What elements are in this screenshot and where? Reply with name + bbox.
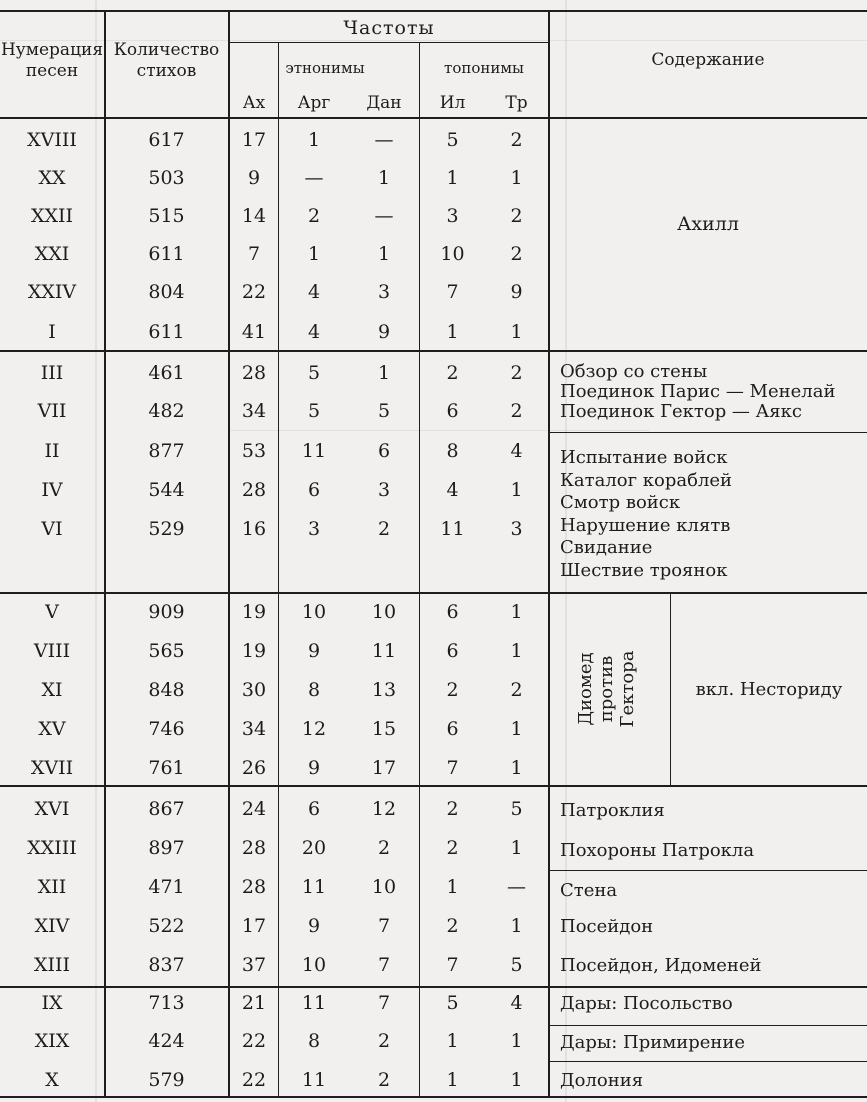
freq-dan-cell: — bbox=[374, 205, 394, 227]
freq-il-cell: 4 bbox=[446, 479, 459, 501]
freq-arg-cell: 9 bbox=[307, 757, 321, 779]
song-number-cell: XXIII bbox=[27, 837, 77, 859]
freq-il-cell: 5 bbox=[446, 992, 459, 1014]
col-rule-4 bbox=[419, 43, 420, 1098]
freq-ah-cell: 22 bbox=[241, 281, 267, 303]
freq-il-cell: 8 bbox=[446, 440, 459, 462]
freq-dan-cell: 7 bbox=[377, 992, 391, 1014]
freq-ah-cell: 14 bbox=[241, 205, 267, 227]
header-toponyms: топонимы bbox=[444, 59, 524, 77]
freq-tr-cell: 5 bbox=[510, 798, 523, 820]
freq-tr-cell: 1 bbox=[510, 915, 523, 937]
freq-il-cell: 6 bbox=[446, 601, 459, 623]
freq-dan-cell: 11 bbox=[371, 640, 397, 662]
freq-ah-cell: 53 bbox=[241, 440, 267, 462]
freq-tr-cell: 2 bbox=[510, 205, 523, 227]
freq-dan-cell: 1 bbox=[377, 243, 391, 265]
verse-count-cell: 611 bbox=[148, 321, 185, 343]
verse-count-cell: 761 bbox=[148, 757, 185, 779]
freq-dan-cell: 15 bbox=[371, 718, 397, 740]
content-achilles: Ахилл bbox=[677, 213, 739, 235]
verse-count-cell: 617 bbox=[148, 129, 185, 151]
content-rule-1 bbox=[549, 432, 867, 433]
freq-ah-cell: 30 bbox=[241, 679, 267, 701]
freq-il-cell: 7 bbox=[446, 954, 459, 976]
freq-ah-cell: 17 bbox=[241, 129, 267, 151]
freq-arg-cell: 3 bbox=[307, 518, 321, 540]
vertical-text-hector: Гектора bbox=[617, 650, 638, 728]
freq-header-rule bbox=[229, 42, 549, 43]
freq-tr-cell: 2 bbox=[510, 400, 523, 422]
freq-tr-cell: 1 bbox=[510, 1030, 523, 1052]
song-number-cell: X bbox=[45, 1069, 59, 1091]
song-number-cell: XIV bbox=[34, 915, 70, 937]
freq-arg-cell: 20 bbox=[301, 837, 327, 859]
song-number-cell: XXII bbox=[30, 205, 74, 227]
freq-tr-cell: 4 bbox=[510, 992, 523, 1014]
header-content: Содержание bbox=[651, 50, 765, 70]
verse-count-cell: 461 bbox=[148, 362, 185, 384]
freq-tr-cell: 2 bbox=[510, 362, 523, 384]
freq-dan-cell: 9 bbox=[377, 321, 391, 343]
freq-dan-cell: 7 bbox=[377, 954, 391, 976]
freq-tr-cell: 2 bbox=[510, 129, 523, 151]
freq-arg-cell: 12 bbox=[301, 718, 327, 740]
freq-ah-cell: 22 bbox=[241, 1069, 267, 1091]
freq-dan-cell: 2 bbox=[377, 837, 391, 859]
freq-dan-cell: 7 bbox=[377, 915, 391, 937]
verse-count-cell: 529 bbox=[148, 518, 185, 540]
content-group-3 bbox=[560, 447, 732, 582]
freq-il-cell: 6 bbox=[446, 400, 459, 422]
freq-ah-cell: 21 bbox=[241, 992, 267, 1014]
song-number-cell: IX bbox=[41, 992, 63, 1014]
content-line: Шествие троянок bbox=[560, 559, 728, 581]
song-number-cell: XVII bbox=[30, 757, 74, 779]
freq-tr-cell: 2 bbox=[510, 679, 523, 701]
freq-arg-cell: 11 bbox=[301, 440, 327, 462]
freq-dan-cell: 3 bbox=[377, 281, 391, 303]
freq-dan-cell: — bbox=[374, 129, 394, 151]
freq-ah-cell: 34 bbox=[241, 718, 267, 740]
verse-count-cell: 424 bbox=[148, 1030, 185, 1052]
freq-arg-cell: 9 bbox=[307, 915, 321, 937]
header-col-il: Ил bbox=[439, 93, 466, 113]
verse-count-cell: 909 bbox=[148, 601, 185, 623]
content-line: Свидание bbox=[560, 537, 653, 558]
freq-arg-cell: 1 bbox=[307, 243, 321, 265]
song-number-cell: XI bbox=[41, 679, 63, 701]
freq-dan-cell: 5 bbox=[377, 400, 391, 422]
freq-il-cell: 1 bbox=[446, 1030, 459, 1052]
freq-il-cell: 2 bbox=[446, 837, 459, 859]
freq-arg-cell: 11 bbox=[301, 992, 327, 1014]
freq-dan-cell: 10 bbox=[371, 601, 397, 623]
freq-il-cell: 1 bbox=[446, 321, 459, 343]
content-diomed-note: вкл. Несториду bbox=[695, 679, 843, 700]
freq-dan-cell: 17 bbox=[371, 757, 397, 779]
content-group-2 bbox=[560, 362, 835, 422]
freq-il-cell: 2 bbox=[446, 798, 459, 820]
freq-il-cell: 7 bbox=[446, 281, 459, 303]
content-poseidon-idomeneus: Посейдон, Идоменей bbox=[560, 955, 762, 976]
header-verse-count: Количество стихов bbox=[113, 40, 220, 81]
song-number-cell: VIII bbox=[33, 640, 71, 662]
freq-ah-cell: 16 bbox=[241, 518, 267, 540]
freq-dan-cell: 12 bbox=[371, 798, 397, 820]
song-number-cell: V bbox=[45, 601, 59, 623]
freq-arg-cell: 5 bbox=[307, 400, 321, 422]
freq-arg-cell: 8 bbox=[307, 1030, 321, 1052]
freq-il-cell: 10 bbox=[440, 243, 465, 265]
content-line: Каталог кораблей bbox=[560, 469, 733, 491]
freq-ah-cell: 22 bbox=[241, 1030, 267, 1052]
bottom-rule bbox=[0, 1096, 867, 1098]
freq-dan-cell: 3 bbox=[377, 479, 391, 501]
freq-ah-cell: 37 bbox=[241, 954, 267, 976]
freq-ah-cell: 26 bbox=[241, 757, 267, 779]
freq-tr-cell: 3 bbox=[510, 518, 523, 540]
content-rule-4 bbox=[549, 1061, 867, 1062]
freq-dan-cell: 1 bbox=[377, 167, 391, 189]
col-rule-5 bbox=[548, 10, 550, 1098]
freq-tr-cell: 4 bbox=[510, 440, 523, 462]
freq-il-cell: 2 bbox=[446, 915, 459, 937]
verse-count-cell: 746 bbox=[148, 718, 185, 740]
song-number-cell: XV bbox=[38, 718, 66, 740]
freq-il-cell: 2 bbox=[446, 362, 459, 384]
content-line: Нарушение клятв bbox=[560, 514, 731, 536]
freq-arg-cell: 6 bbox=[307, 798, 321, 820]
freq-il-cell: 1 bbox=[446, 167, 459, 189]
header-song-number: Нумерация песен bbox=[0, 40, 104, 81]
freq-tr-cell: 1 bbox=[510, 757, 523, 779]
freq-tr-cell: 5 bbox=[510, 954, 523, 976]
song-number-cell: XX bbox=[38, 167, 66, 189]
freq-ah-cell: 28 bbox=[241, 837, 267, 859]
freq-il-cell: 7 bbox=[446, 757, 459, 779]
freq-arg-cell: 10 bbox=[301, 601, 327, 623]
content-line: Поединок Гектор — Аякс bbox=[560, 401, 802, 422]
freq-tr-cell: 1 bbox=[510, 321, 523, 343]
song-number-cell: XVI bbox=[34, 798, 70, 820]
freq-tr-cell: 1 bbox=[510, 1069, 523, 1091]
content-doloneia: Долония bbox=[560, 1070, 644, 1091]
content-gifts-embassy: Дары: Посольство bbox=[560, 993, 733, 1014]
verse-count-cell: 482 bbox=[148, 400, 185, 422]
freq-ah-cell: 7 bbox=[247, 243, 261, 265]
freq-dan-cell: 2 bbox=[377, 518, 391, 540]
content-patrocleia: Патроклия bbox=[560, 800, 665, 821]
freq-dan-cell: 10 bbox=[371, 876, 397, 898]
content-rule-2 bbox=[549, 870, 867, 871]
freq-ah-cell: 9 bbox=[247, 167, 261, 189]
content-funeral: Похороны Патрокла bbox=[560, 840, 755, 861]
freq-tr-cell: 1 bbox=[510, 601, 523, 623]
col-rule-3 bbox=[278, 43, 279, 1098]
content-line: Поединок Парис — Менелай bbox=[560, 381, 836, 402]
verse-count-cell: 515 bbox=[148, 205, 185, 227]
freq-ah-cell: 28 bbox=[241, 876, 267, 898]
freq-il-cell: 1 bbox=[446, 1069, 459, 1091]
freq-dan-cell: 6 bbox=[377, 440, 391, 462]
song-number-cell: VII bbox=[37, 400, 67, 422]
freq-arg-cell: 11 bbox=[301, 876, 327, 898]
vertical-text-against: против bbox=[596, 655, 617, 723]
freq-arg-cell: 6 bbox=[307, 479, 321, 501]
freq-il-cell: 11 bbox=[440, 518, 465, 540]
freq-dan-cell: 1 bbox=[377, 362, 391, 384]
verse-count-cell: 867 bbox=[148, 798, 185, 820]
group-rule-1 bbox=[0, 350, 867, 352]
verse-count-cell: 579 bbox=[148, 1069, 185, 1091]
group-rule-2 bbox=[0, 592, 867, 594]
freq-arg-cell: 8 bbox=[307, 679, 321, 701]
verse-count-cell: 471 bbox=[148, 876, 185, 898]
freq-dan-cell: 2 bbox=[377, 1069, 391, 1091]
song-number-cell: XIII bbox=[33, 954, 71, 976]
verse-count-cell: 837 bbox=[148, 954, 185, 976]
header-ethnonyms: этнонимы bbox=[285, 59, 365, 77]
freq-ah-cell: 24 bbox=[241, 798, 267, 820]
verse-count-cell: 804 bbox=[148, 281, 185, 303]
verse-count-cell: 897 bbox=[148, 837, 185, 859]
freq-arg-cell: 2 bbox=[307, 205, 321, 227]
freq-ah-cell: 19 bbox=[241, 601, 267, 623]
song-number-cell: II bbox=[44, 440, 60, 462]
freq-il-cell: 3 bbox=[446, 205, 459, 227]
freq-il-cell: 5 bbox=[446, 129, 459, 151]
content-line: Смотр войск bbox=[560, 492, 681, 513]
song-number-cell: III bbox=[40, 362, 64, 384]
freq-arg-cell: 9 bbox=[307, 640, 321, 662]
freq-ah-cell: 28 bbox=[241, 479, 267, 501]
content-poseidon: Посейдон bbox=[560, 916, 654, 937]
freq-ah-cell: 17 bbox=[241, 915, 267, 937]
freq-ah-cell: 34 bbox=[241, 400, 267, 422]
verse-count-cell: 848 bbox=[148, 679, 185, 701]
freq-arg-cell: 4 bbox=[307, 321, 321, 343]
freq-tr-cell: 1 bbox=[510, 640, 523, 662]
content-wall: Стена bbox=[560, 880, 618, 901]
header-col-tr: Тр bbox=[505, 93, 528, 113]
freq-tr-cell: 1 bbox=[510, 479, 523, 501]
verse-count-cell: 522 bbox=[148, 915, 185, 937]
freq-arg-cell: 4 bbox=[307, 281, 321, 303]
content-gifts-reconciliation: Дары: Примирение bbox=[560, 1032, 746, 1053]
header-frequencies: Частоты bbox=[343, 17, 435, 39]
freq-il-cell: 2 bbox=[446, 679, 459, 701]
content-diomed-vertical bbox=[549, 593, 670, 785]
freq-tr-cell: 1 bbox=[510, 837, 523, 859]
song-number-cell: VI bbox=[41, 518, 63, 540]
verse-count-cell: 877 bbox=[148, 440, 185, 462]
header-col-ah: Ах bbox=[242, 93, 266, 113]
freq-il-cell: 1 bbox=[446, 876, 459, 898]
freq-tr-cell: — bbox=[507, 876, 526, 898]
content-line: Обзор со стены bbox=[560, 361, 708, 382]
song-number-cell: IV bbox=[41, 479, 63, 501]
verse-count-cell: 611 bbox=[148, 243, 185, 265]
verse-count-cell: 713 bbox=[148, 992, 185, 1014]
verse-count-cell: 544 bbox=[148, 479, 185, 501]
song-number-cell: I bbox=[48, 321, 56, 343]
freq-arg-cell: — bbox=[304, 167, 324, 189]
freq-dan-cell: 13 bbox=[371, 679, 397, 701]
group-rule-3 bbox=[0, 785, 867, 787]
song-number-cell: XXIV bbox=[27, 281, 77, 303]
song-number-cell: XXI bbox=[34, 243, 70, 265]
freq-arg-cell: 10 bbox=[301, 954, 327, 976]
freq-arg-cell: 11 bbox=[301, 1069, 327, 1091]
freq-arg-cell: 1 bbox=[307, 129, 321, 151]
freq-ah-cell: 41 bbox=[241, 321, 267, 343]
content-rule-3 bbox=[549, 1025, 867, 1026]
verse-count-cell: 503 bbox=[148, 167, 185, 189]
freq-tr-cell: 1 bbox=[510, 718, 523, 740]
song-number-cell: XIX bbox=[34, 1030, 70, 1052]
group-rule-4 bbox=[0, 986, 867, 988]
song-number-cell: XVIII bbox=[27, 129, 77, 151]
content-line: Испытание войск bbox=[560, 447, 728, 468]
header-col-arg: Арг bbox=[297, 93, 331, 113]
header-bottom-rule bbox=[0, 117, 867, 119]
freq-il-cell: 6 bbox=[446, 718, 459, 740]
song-number-cell: XII bbox=[37, 876, 67, 898]
freq-ah-cell: 28 bbox=[241, 362, 267, 384]
freq-dan-cell: 2 bbox=[377, 1030, 391, 1052]
freq-arg-cell: 5 bbox=[307, 362, 321, 384]
top-rule bbox=[0, 10, 867, 12]
freq-tr-cell: 9 bbox=[510, 281, 523, 303]
vertical-text-diomed: Диомед bbox=[575, 652, 596, 726]
freq-tr-cell: 1 bbox=[510, 167, 523, 189]
header-col-dan: Дан bbox=[366, 93, 402, 113]
freq-ah-cell: 19 bbox=[241, 640, 267, 662]
verse-count-cell: 565 bbox=[148, 640, 185, 662]
freq-il-cell: 6 bbox=[446, 640, 459, 662]
freq-tr-cell: 2 bbox=[510, 243, 523, 265]
